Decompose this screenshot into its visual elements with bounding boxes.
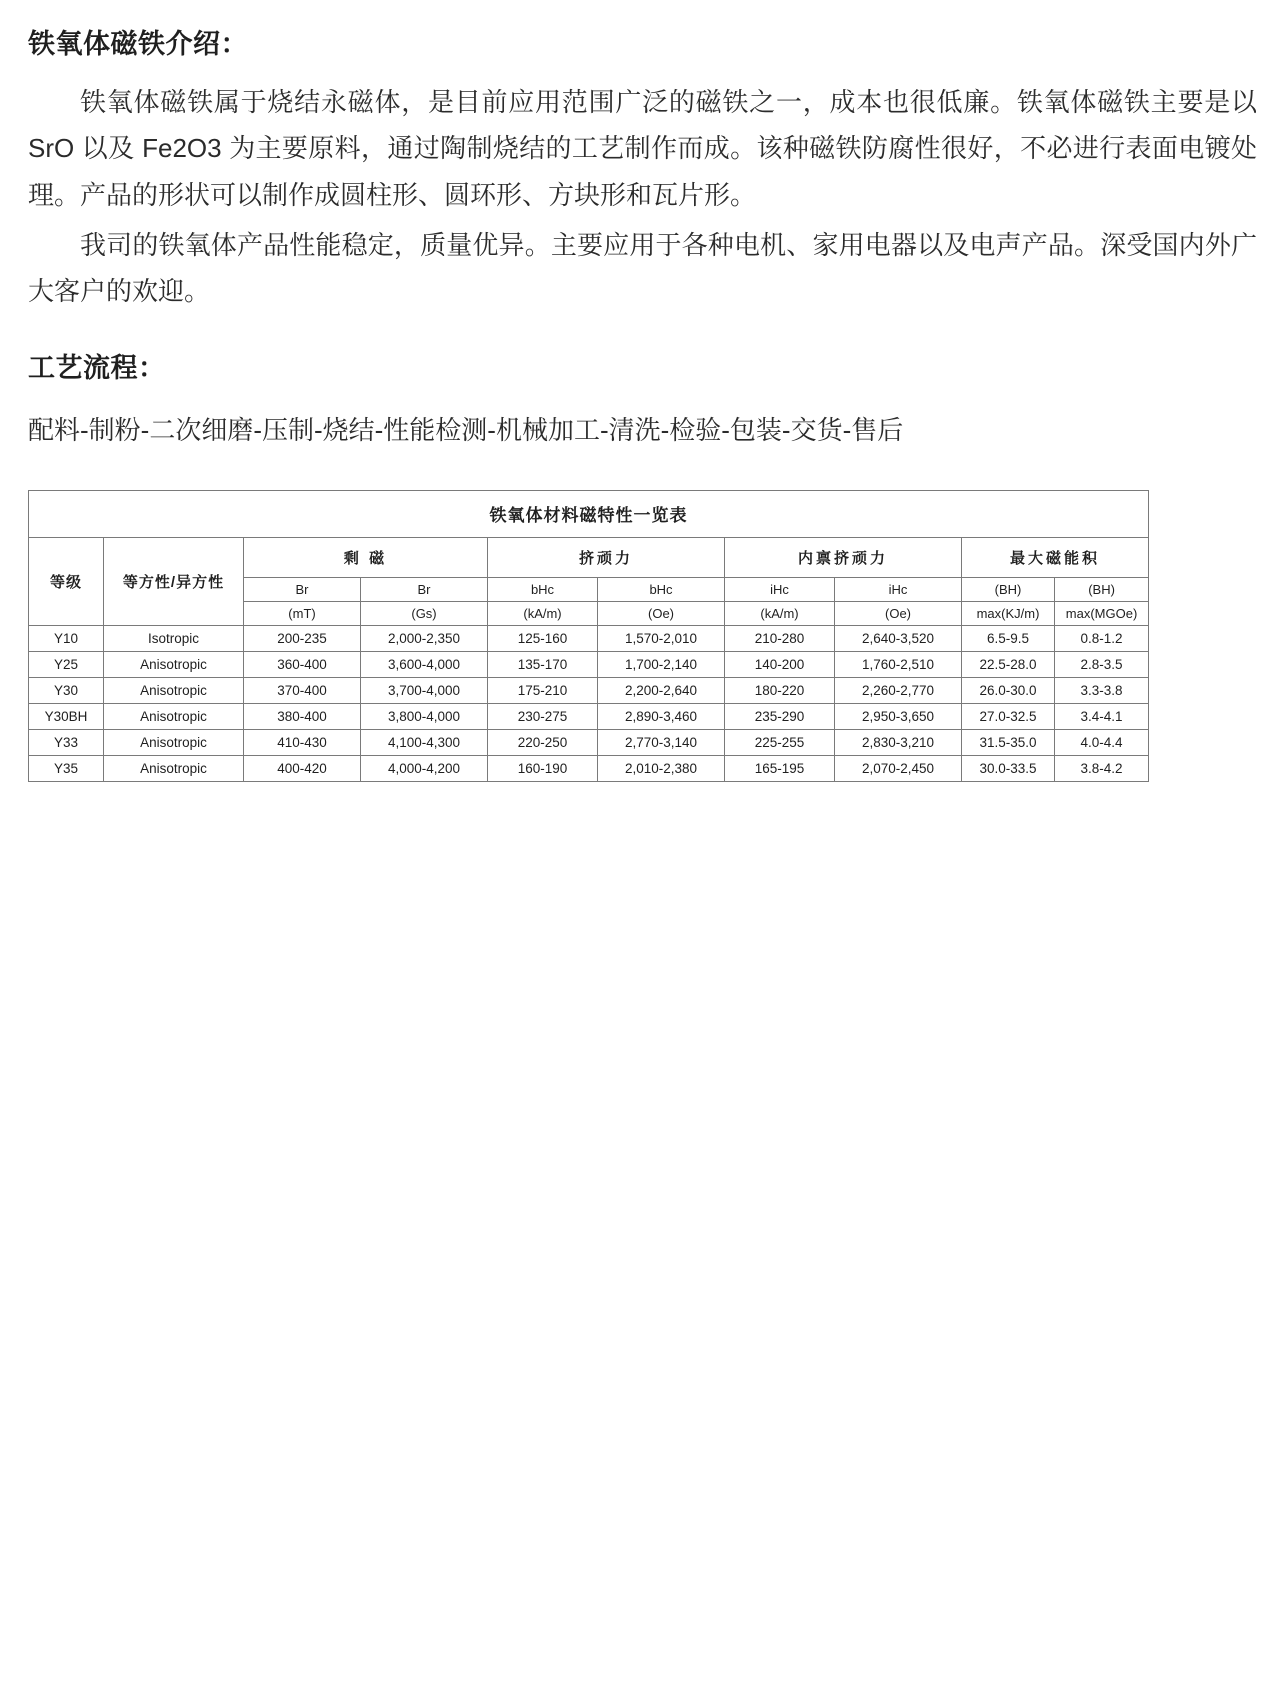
cell-bhc-kam: 220-250	[488, 729, 598, 755]
cell-ihc-kam: 235-290	[725, 703, 835, 729]
cell-bhc-kam: 125-160	[488, 625, 598, 651]
spec-table-wrapper	[28, 490, 1138, 782]
unit-br-mt: (mT)	[244, 601, 361, 625]
cell-br-gs: 3,700-4,000	[361, 677, 488, 703]
cell-bh-kj: 31.5-35.0	[962, 729, 1055, 755]
cell-br-mt: 200-235	[244, 625, 361, 651]
cell-grade: Y25	[29, 651, 104, 677]
cell-bh-kj: 27.0-32.5	[962, 703, 1055, 729]
cell-grade: Y10	[29, 625, 104, 651]
header-grade: 等级	[29, 537, 104, 625]
spec-table-body	[29, 625, 1149, 781]
cell-ihc-kam: 210-280	[725, 625, 835, 651]
cell-ihc-oe: 2,950-3,650	[835, 703, 962, 729]
cell-bh-kj: 30.0-33.5	[962, 755, 1055, 781]
cell-br-gs: 3,800-4,000	[361, 703, 488, 729]
cell-grade: Y30	[29, 677, 104, 703]
cell-ihc-kam: 165-195	[725, 755, 835, 781]
cell-bh-kj: 26.0-30.0	[962, 677, 1055, 703]
table-row	[29, 703, 1149, 729]
document-page	[0, 0, 1287, 782]
table-row	[29, 651, 1149, 677]
subheader-ihc-kam: iHc	[725, 577, 835, 601]
header-intrinsic-coercivity: 内禀挤顽力	[725, 537, 962, 577]
process-flow-text: 配料-制粉-二次细磨-压制-烧结-性能检测-机械加工-清洗-检验-包装-交货-售后	[28, 415, 904, 446]
cell-grade: Y33	[29, 729, 104, 755]
intro-heading: 铁氧体磁铁介绍：	[28, 29, 248, 59]
cell-ihc-kam: 180-220	[725, 677, 835, 703]
cell-ihc-oe: 2,830-3,210	[835, 729, 962, 755]
table-row	[29, 625, 1149, 651]
cell-bhc-oe: 2,010-2,380	[598, 755, 725, 781]
cell-bhc-oe: 2,200-2,640	[598, 677, 725, 703]
subheader-bhc-kam: bHc	[488, 577, 598, 601]
cell-bh-mgoe: 3.4-4.1	[1055, 703, 1149, 729]
unit-bhc-kam: (kA/m)	[488, 601, 598, 625]
cell-orientation: Isotropic	[104, 625, 244, 651]
cell-orientation: Anisotropic	[104, 755, 244, 781]
cell-br-gs: 4,000-4,200	[361, 755, 488, 781]
cell-bh-kj: 22.5-28.0	[962, 651, 1055, 677]
cell-bhc-oe: 2,890-3,460	[598, 703, 725, 729]
cell-ihc-oe: 1,760-2,510	[835, 651, 962, 677]
cell-grade: Y30BH	[29, 703, 104, 729]
intro-paragraph-2: 我司的铁氧体产品性能稳定，质量优异。主要应用于各种电机、家用电器以及电声产品。深受国内外广大客户的欢迎。	[28, 229, 1257, 307]
table-row	[29, 729, 1149, 755]
subheader-bh-mgoe: (BH)	[1055, 577, 1149, 601]
unit-br-gs: (Gs)	[361, 601, 488, 625]
subheader-br-mt: Br	[244, 577, 361, 601]
cell-br-gs: 3,600-4,000	[361, 651, 488, 677]
header-max-energy-product: 最大磁能积	[962, 537, 1149, 577]
cell-br-mt: 400-420	[244, 755, 361, 781]
process-heading: 工艺流程：	[28, 353, 166, 384]
table-group-header-row	[29, 537, 1149, 577]
cell-bhc-oe: 2,770-3,140	[598, 729, 725, 755]
unit-bh-kj: max(KJ/m)	[962, 601, 1055, 625]
cell-bhc-kam: 175-210	[488, 677, 598, 703]
cell-orientation: Anisotropic	[104, 651, 244, 677]
cell-br-gs: 4,100-4,300	[361, 729, 488, 755]
cell-bh-mgoe: 4.0-4.4	[1055, 729, 1149, 755]
table-row	[29, 677, 1149, 703]
cell-br-mt: 360-400	[244, 651, 361, 677]
cell-bhc-oe: 1,700-2,140	[598, 651, 725, 677]
cell-bh-mgoe: 2.8-3.5	[1055, 651, 1149, 677]
cell-bh-mgoe: 3.3-3.8	[1055, 677, 1149, 703]
unit-bh-mgoe: max(MGOe)	[1055, 601, 1149, 625]
cell-bh-kj: 6.5-9.5	[962, 625, 1055, 651]
unit-ihc-kam: (kA/m)	[725, 601, 835, 625]
cell-bhc-kam: 230-275	[488, 703, 598, 729]
subheader-bh-kj: (BH)	[962, 577, 1055, 601]
cell-orientation: Anisotropic	[104, 703, 244, 729]
cell-br-mt: 370-400	[244, 677, 361, 703]
cell-ihc-oe: 2,260-2,770	[835, 677, 962, 703]
cell-ihc-kam: 225-255	[725, 729, 835, 755]
table-title: 铁氧体材料磁特性一览表	[29, 490, 1149, 537]
cell-bhc-kam: 160-190	[488, 755, 598, 781]
cell-ihc-oe: 2,070-2,450	[835, 755, 962, 781]
subheader-br-gs: Br	[361, 577, 488, 601]
header-orientation: 等方性/异方性	[104, 537, 244, 625]
cell-bh-mgoe: 3.8-4.2	[1055, 755, 1149, 781]
intro-paragraph-1: 铁氧体磁铁属于烧结永磁体，是目前应用范围广泛的磁铁之一，成本也很低廉。铁氧体磁铁主要是以 SrO 以及 Fe2O3 为主要原料，通过陶制烧结的工艺制作而成。该种磁铁防腐性很好，不必进行表面电镀处理。产品的形状可以制作成圆柱形、圆环形、方块形和瓦片形。	[28, 87, 1257, 210]
cell-br-gs: 2,000-2,350	[361, 625, 488, 651]
table-title-row	[29, 490, 1149, 537]
header-coercivity: 挤顽力	[488, 537, 725, 577]
ferrite-spec-table	[28, 490, 1149, 782]
unit-bhc-oe: (Oe)	[598, 601, 725, 625]
cell-grade: Y35	[29, 755, 104, 781]
cell-bhc-oe: 1,570-2,010	[598, 625, 725, 651]
header-remanence: 剩 磁	[244, 537, 488, 577]
cell-orientation: Anisotropic	[104, 729, 244, 755]
unit-ihc-oe: (Oe)	[835, 601, 962, 625]
cell-ihc-kam: 140-200	[725, 651, 835, 677]
cell-orientation: Anisotropic	[104, 677, 244, 703]
cell-br-mt: 380-400	[244, 703, 361, 729]
cell-br-mt: 410-430	[244, 729, 361, 755]
subheader-bhc-oe: bHc	[598, 577, 725, 601]
subheader-ihc-oe: iHc	[835, 577, 962, 601]
cell-bh-mgoe: 0.8-1.2	[1055, 625, 1149, 651]
cell-bhc-kam: 135-170	[488, 651, 598, 677]
cell-ihc-oe: 2,640-3,520	[835, 625, 962, 651]
table-row	[29, 755, 1149, 781]
